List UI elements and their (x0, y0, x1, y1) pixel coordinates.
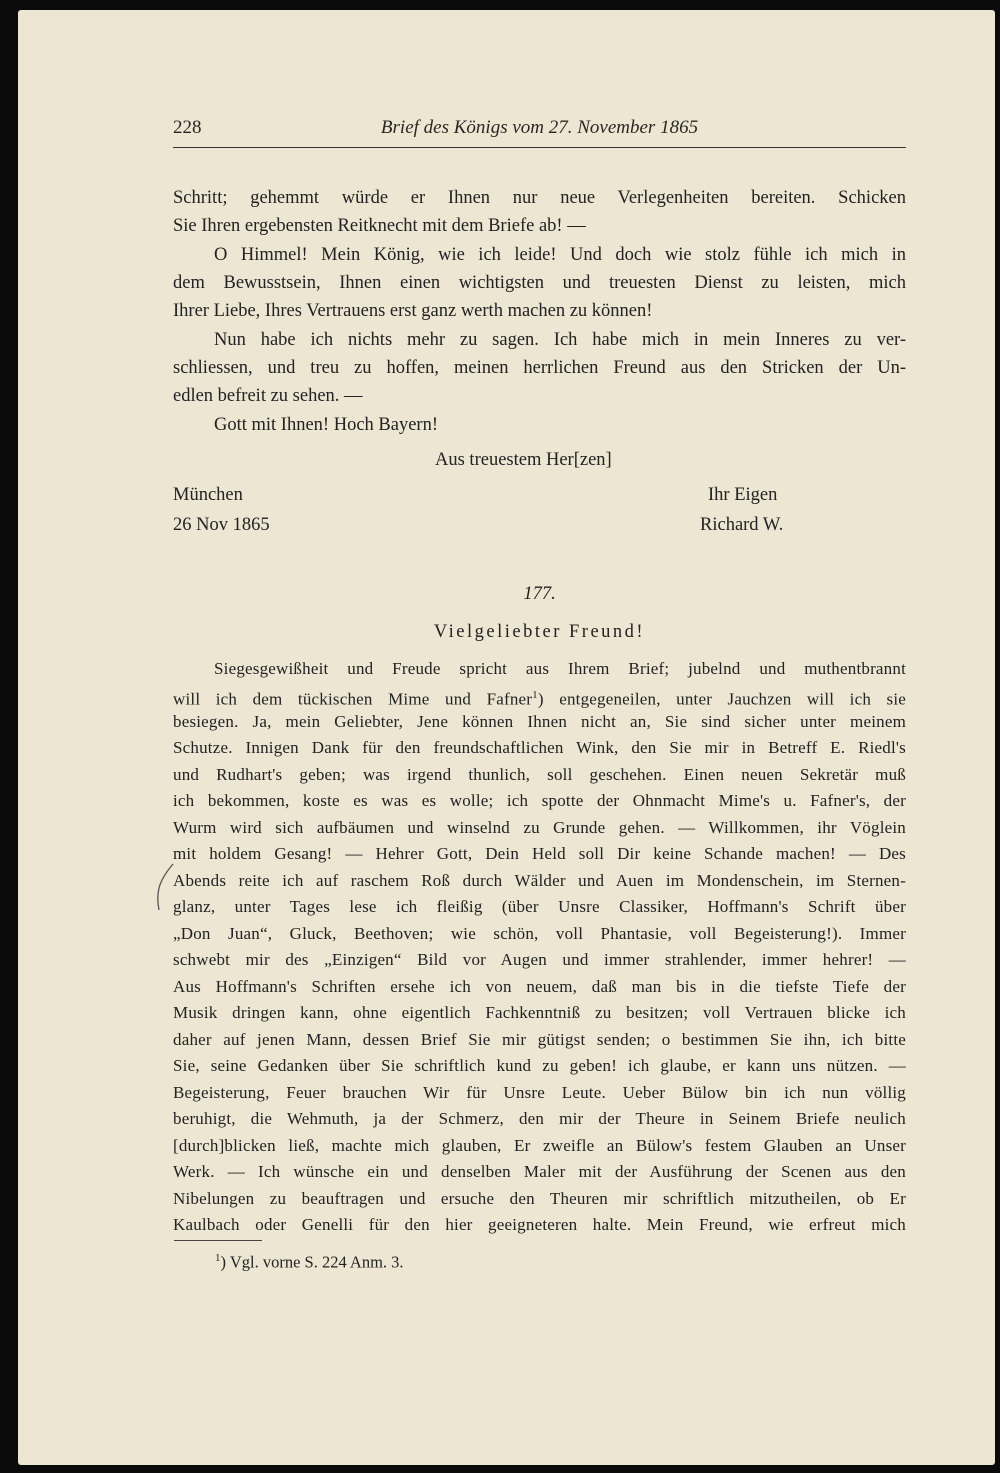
salutation: Vielgeliebter Freund! (433, 622, 646, 642)
text-line: [durch]blicken ließ, machte mich glauben, Er zweifle an Bülow's festem Glauben an Unser (173, 1136, 906, 1155)
text-line: Schutze. Innigen Dank für den freundschaftlichen Wink, den Sie mir in Betreff E. Riedl's (173, 738, 906, 757)
text-line: Schritt; gehemmt würde er Ihnen nur neue Verlegenheiten bereiten. Schicken (173, 188, 906, 208)
text-line: und Rudhart's geben; was irgend thunlich, soll geschehen. Einen neuen Sekretär muß (173, 765, 906, 784)
text-line: Wurm wird sich aufbäumen und winselnd zu Grunde gehen. — Willkommen, ihr Vöglein (173, 818, 906, 837)
footnote-rule (174, 1240, 262, 1241)
text-line: mit holdem Gesang! — Hehrer Gott, Dein Held soll Dir keine Schande machen! — Des (173, 844, 906, 863)
text-line: Begeisterung, Feuer brauchen Wir für Unsre Leute. Ueber Bülow bin ich nun völlig (173, 1083, 906, 1102)
text-line: glanz, unter Tages lese ich fleißig (über Unsre Classiker, Hoffmann's Schrift über (173, 897, 906, 916)
text-line: dem Bewusstsein, Ihnen einen wichtigsten und treuesten Dienst zu leisten, mich (173, 273, 906, 293)
text-line: Nun habe ich nichts mehr zu sagen. Ich habe mich in mein Inneres zu ver- (214, 330, 906, 350)
text-line: Aus Hoffmann's Schriften ersehe ich von neuem, daß man bis in die tiefste Tiefe der (173, 977, 906, 996)
page-number: 228 (173, 117, 202, 138)
text-line: Musik dringen kann, ohne eigentlich Fachkenntniß zu besitzen; voll Vertrauen blicke ich (173, 1003, 906, 1022)
text-line: schliessen, und treu zu hoffen, meinen herrlichen Freund aus den Stricken der Un- (173, 358, 906, 378)
text-line: schwebt mir des „Einzigen“ Bild vor Augen und immer strahlender, immer hehrer! — (173, 950, 906, 969)
letter-number: 177. (523, 584, 556, 604)
text-line: Aus treuestem Her[zen] (435, 450, 612, 470)
text-line: Nibelungen zu beauftragen und ersuche den Theuren mir schriftlich mitzutheilen, ob Er (173, 1189, 906, 1208)
text-line: Sie, seine Gedanken über Sie schriftlich kund zu geben! ich glaube, er kann uns nützen. — (173, 1056, 906, 1075)
text-line: „Don Juan“, Gluck, Beethoven; wie schön, voll Phantasie, voll Begeisterung!). Immer (173, 924, 906, 943)
signature: Richard W. (700, 515, 784, 535)
text-line: Kaulbach oder Genelli für den hier geeigneteren halte. Mein Freund, wie erfreut mich (173, 1215, 906, 1234)
pencil-mark (147, 860, 177, 920)
text-line: besiegen. Ja, mein Geliebter, Jene können Ihnen nicht an, Sie sind sicher unter meinem (173, 712, 906, 731)
text-line: Abends reite ich auf raschem Roß durch Wälder und Auen im Mondenschein, im Sternen- (173, 871, 906, 890)
text-line: Sie Ihren ergebensten Reitknecht mit dem Briefe ab! — (173, 216, 586, 236)
closing-formula: Ihr Eigen (708, 485, 778, 505)
text-line: O Himmel! Mein König, wie ich leide! Und doch wie stolz fühle ich mich in (214, 245, 906, 265)
text-line: beruhigt, die Wehmuth, ja der Schmerz, den mir der Theure in Seinem Briefe neulich (173, 1109, 906, 1128)
footnote-ref: 1 (532, 689, 538, 701)
text-line: Ihrer Liebe, Ihres Vertrauens erst ganz werth machen zu können! (173, 301, 653, 321)
text-line: Werk. — Ich wünsche ein und denselben Maler mit der Ausführung der Scenen aus den (173, 1162, 906, 1181)
text-line: Siegesgewißheit und Freude spricht aus Ihrem Brief; jubelnd und muthentbrannt (214, 659, 906, 678)
closing-date: 26 Nov 1865 (173, 515, 270, 535)
text-line: will ich dem tückischen Mime und Fafner$^1$) entgegeneilen, unter Jauchzen will ich sie (173, 689, 906, 709)
text-line: edlen befreit zu sehen. — (173, 386, 363, 406)
text-line: ich bekommen, koste es was es wolle; ich spotte der Ohnmacht Mime's u. Fafner's, der (173, 791, 906, 810)
closing-place: München (173, 485, 243, 505)
running-title: Brief des Königs vom 27. November 1865 (380, 117, 699, 138)
text-line: Gott mit Ihnen! Hoch Bayern! (214, 415, 438, 435)
text-line: daher auf jenen Mann, dessen Brief Sie mir gütigst senden; o bestimmen Sie ihn, ich bitte (173, 1030, 906, 1049)
page-header (173, 117, 906, 148)
footnote: $^1$) Vgl. vorne S. 224 Anm. 3. (215, 1252, 404, 1272)
